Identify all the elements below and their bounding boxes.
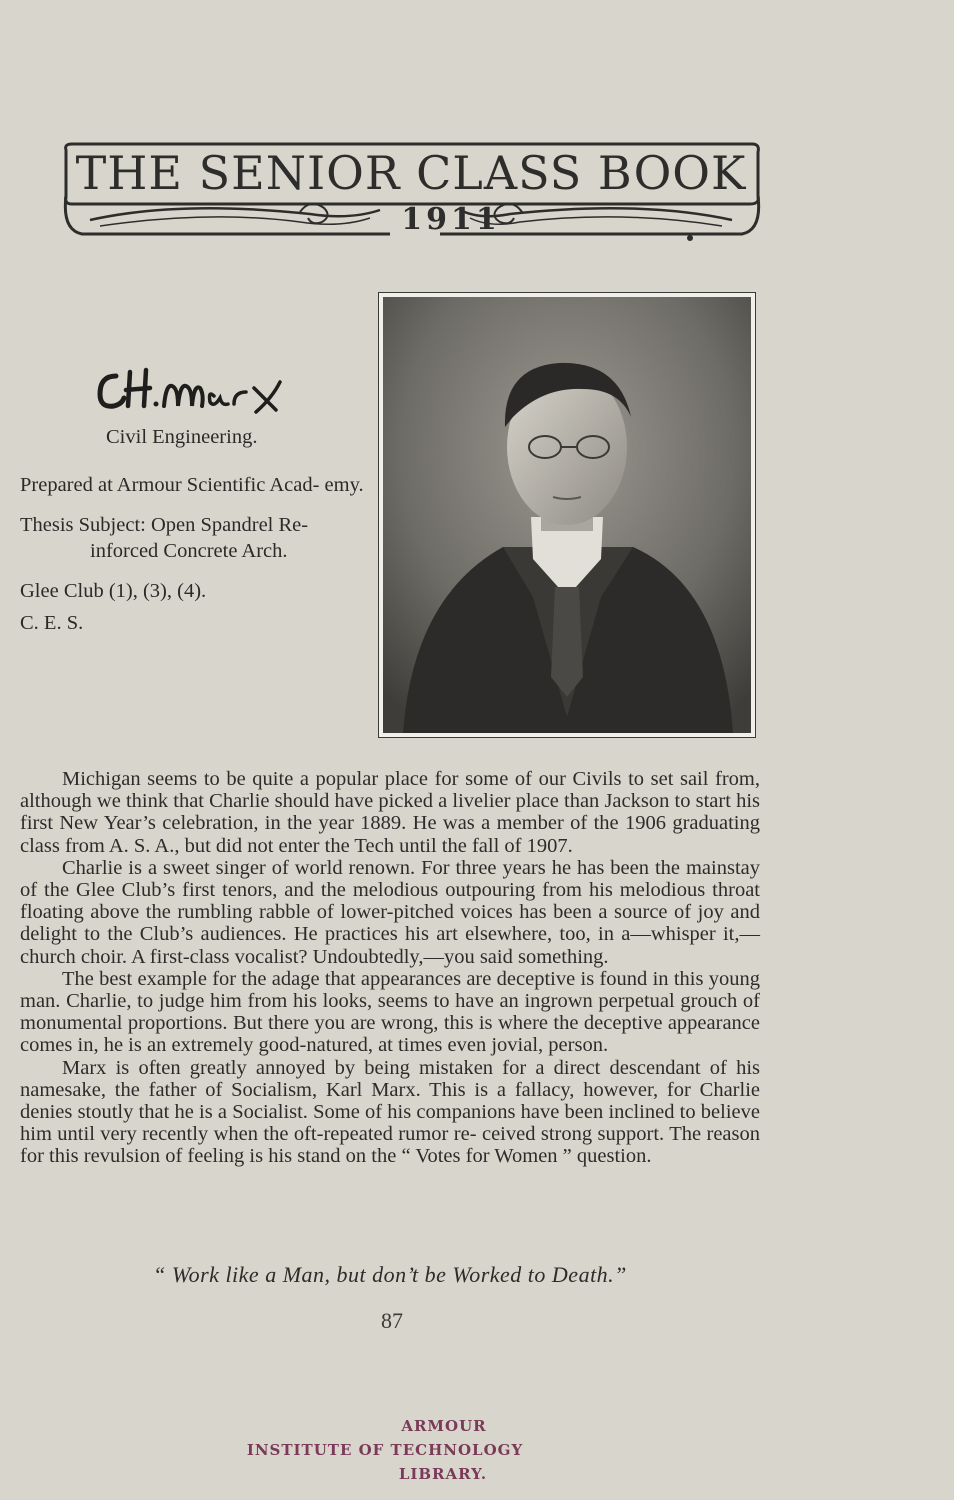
signature-image — [96, 349, 296, 418]
class-year: 1911 — [401, 202, 501, 237]
department: Civil Engineering. — [106, 426, 258, 448]
page-number: 87 — [381, 1308, 403, 1333]
stamp-line-2: INSTITUTE OF TECHNOLOGY — [246, 1441, 524, 1459]
biography-text — [20, 768, 760, 1168]
svg-text:C.H. Marx: C.H. Marx — [96, 349, 165, 366]
library-stamp — [246, 1414, 660, 1486]
motto-quote: “ Work like a Man, but don’t be Worked to Death.” — [153, 1262, 627, 1287]
portrait-photo-icon — [383, 297, 751, 733]
prepared-at: Prepared at Armour Scientific Acad- emy. — [20, 474, 364, 496]
stamp-line-1: ARMOUR — [401, 1417, 487, 1435]
activities: Glee Club (1), (3), (4). — [20, 580, 207, 602]
paragraph: The best example for the adage that appearances are deceptive is found in this young man. Charlie, to judge him from his looks, seems to have an ingrown perpetual grouch of monumental proportions. But there you are wrong, this is where the deceptive appearance comes in, he is an extremely good-natured, at times even jovial, person. — [20, 967, 760, 1057]
society: C. E. S. — [20, 612, 84, 634]
portrait-photo — [378, 292, 756, 738]
paragraph: Michigan seems to be quite a popular place for some of our Civils to set sail from, although we think that Charlie should have picked a livelier place than Jackson to start his first New Year’s celebration, in the year 1889. He was a member of the 1906 graduating class from A. S. A., but did not enter the Tech until the fall of 1907. — [20, 768, 760, 857]
header-banner — [60, 140, 762, 244]
profile-info — [20, 424, 376, 642]
paragraph: Marx is often greatly annoyed by being mistaken for a direct descendant of his namesake, the father of Socialism, Karl Marx. This is a fallacy, however, for Charlie denies stoutly that he is a Socialist. Some of his companions have been inclined to believe him until very recently when the oft-repeated rumor re- ceived strong support. The reason for this revulsion of feeling is his stand on the “ Votes for Women ” question. — [20, 1056, 760, 1168]
paragraph: Charlie is a sweet singer of world renown. For three years he has been the mainstay of the Glee Club’s first tenors, and the melodious outpouring from his melodious throat floating above the rumbling rabble of lower-pitched voices has been a source of joy and delight to the Club’s audiences. He practices his art elsewhere, too, in a—whisper it,—church choir. A first-class vocalist? Undoubtedly,—you said something. — [20, 856, 760, 968]
page-title: THE SENIOR CLASS BOOK — [75, 146, 747, 200]
thesis-subject: Thesis Subject: Open Spandrel Re- inforced Concrete Arch. — [20, 514, 309, 562]
stamp-line-3: LIBRARY. — [398, 1465, 488, 1483]
